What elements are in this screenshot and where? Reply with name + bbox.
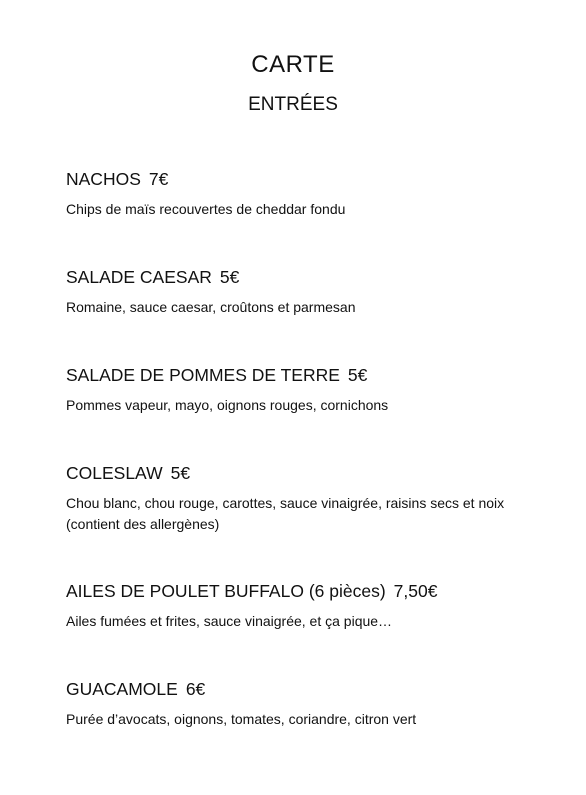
menu-item-ailes-de-poulet-buffalo (66, 580, 536, 632)
item-name: GUACAMOLE (66, 679, 178, 699)
section-title: ENTRÉES (248, 94, 338, 115)
item-name: COLESLAW (66, 463, 163, 483)
item-description: Pommes vapeur, mayo, oignons rouges, cornichons (66, 397, 389, 413)
menu-item-salade-pommes-de-terre (66, 364, 536, 416)
item-name: SALADE DE POMMES DE TERRE (66, 365, 340, 385)
item-price: 7,50€ (393, 581, 438, 601)
item-heading (66, 678, 536, 700)
item-price: 5€ (347, 365, 368, 385)
item-price: 5€ (170, 463, 191, 483)
item-heading (66, 462, 536, 484)
item-description: Romaine, sauce caesar, croûtons et parmesan (66, 299, 356, 315)
item-name: NACHOS (66, 169, 141, 189)
item-name: AILES DE POULET BUFFALO (6 pièces) (66, 581, 386, 601)
item-description: Purée d’avocats, oignons, tomates, coriandre, citron vert (66, 711, 417, 727)
menu-item-coleslaw (66, 462, 536, 535)
item-price: 5€ (219, 267, 240, 287)
item-price: 7€ (148, 169, 169, 189)
item-description: Chips de maïs recouvertes de cheddar fondu (66, 201, 346, 217)
menu-title: CARTE (251, 51, 335, 78)
item-name: SALADE CAESAR (66, 267, 212, 287)
item-heading (66, 364, 536, 386)
item-description: Ailes fumées et frites, sauce vinaigrée, et ça pique… (66, 613, 393, 629)
menu-item-guacamole (66, 678, 536, 730)
item-heading (66, 168, 536, 190)
menu-item-salade-caesar (66, 266, 536, 318)
item-description: Chou blanc, chou rouge, carottes, sauce vinaigrée, raisins secs et noix (contient des allergènes) (66, 495, 505, 532)
menu-item-nachos (66, 168, 536, 220)
item-price: 6€ (185, 679, 206, 699)
item-heading (66, 580, 536, 602)
item-heading (66, 266, 536, 288)
